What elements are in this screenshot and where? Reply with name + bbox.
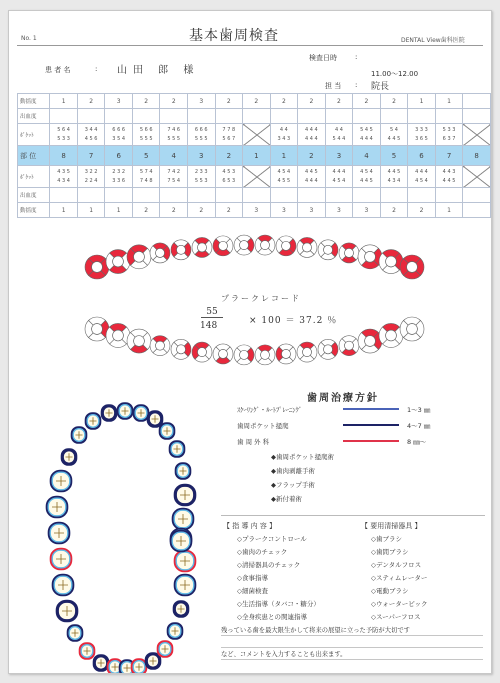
tool-item: ◇歯ブラシ [371,535,402,543]
plaque-denominator: 148 [200,321,218,331]
arch-tooth [51,549,71,569]
exam-datetime-label: 検査日時 [309,54,337,62]
row-label-upper-mobility: 動揺度 [18,94,50,109]
arch-tooth [168,624,182,639]
guidance-item: ◇清掃器具のチェック [237,561,301,569]
legend-curettage-value: 4～7 ㎜ [407,422,431,430]
pocket-depth-inner: 5 5 3 [194,177,208,184]
pocket-depth-outer: 3 4 4 [84,126,98,133]
exam-separator: : [355,53,358,61]
pocket-depth-inner: 5 4 4 [332,135,346,142]
pocket-depth-outer: 5 6 4 [57,126,70,133]
pocket-depth-outer: 4 4 [279,126,288,133]
arch-tooth [47,497,67,517]
pocket-depth-outer: 5 4 [390,126,398,133]
comment-line-1: 残っている歯を最大限生かして将来の展望に立った予防が大切です [221,627,410,634]
treatment-policy-title: 歯周治療方針 [307,393,379,404]
legend-srp-label: ｽｹｰﾘﾝｸﾞ・ﾙｰﾄﾌﾟﾚｰﾆﾝｸﾞ [237,406,302,414]
mobility-cell: 2 [270,94,298,109]
arch-tooth [146,654,160,669]
site-cell: 4 [353,146,381,166]
arch-tooth [160,424,174,439]
guidance-item: ◇生活指導（タバコ・糖分） [237,600,320,608]
site-cell: 7 [77,146,105,166]
pocket-depth-inner: 4 4 5 [442,177,456,184]
row-label-upper-pocket: ﾎﾟｹｯﾄ [18,124,50,146]
mobility-cell: 3 [270,203,298,218]
site-cell: 3 [188,146,216,166]
pocket-depth-outer: 4 4 [334,126,343,133]
plaque-formula: × 100 ＝ 37.2 ％ [249,316,338,326]
note-rule [221,647,483,648]
mobility-cell: 2 [77,94,105,109]
patient-label: 患 者 名 [45,66,71,74]
pocket-depth-inner: 5 5 5 [194,135,208,142]
procedure-item: ◆歯肉剥離手術 [271,467,315,475]
site-cell: 5 [380,146,408,166]
pocket-depth-outer: 4 5 4 [360,168,373,175]
mobility-cell: 2 [132,203,160,218]
mobility-cell: 2 [160,94,188,109]
arch-tooth [49,523,69,543]
exam-time: 11.00～12.00 [371,70,419,78]
legend-surgery-value: 8 ㎜～ [407,438,427,446]
plaque-numerator: 55 [206,307,218,317]
arch-tooth [62,450,76,465]
patient-separator: : [95,65,98,73]
pocket-depth-inner: 3 3 6 [112,177,126,184]
pocket-depth-outer: 7 4 6 [167,126,181,133]
mobility-cell: 2 [380,203,408,218]
pocket-depth-outer: 4 4 3 [442,168,456,175]
procedure-item: ◆フラップ手術 [271,481,315,489]
site-cell: 8 [50,146,78,166]
row-label-upper-bleeding: 出血度 [18,109,50,124]
arch-tooth [132,660,146,674]
mobility-cell: 1 [50,203,78,218]
pocket-depth-outer: 3 2 2 [84,168,98,175]
site-cell: 6 [105,146,133,166]
pocket-depth-inner: 4 4 4 [305,177,318,184]
clinic-name: DENTAL View歯科医院 [401,37,465,44]
arch-tooth [57,601,77,621]
arch-tooth [170,442,184,457]
tool-item: ◇スーパーフロス [371,613,421,621]
guidance-title: 【 指 導 内 容 】 [223,522,277,530]
pocket-depth-outer: 5 6 6 [139,126,153,133]
mobility-cell: 3 [325,203,353,218]
procedure-item: ◆新付着術 [271,495,302,503]
page-number: No. 1 [21,35,37,42]
site-cell: 5 [132,146,160,166]
pocket-depth-inner: 4 5 5 [277,177,291,184]
site-cell: 3 [325,146,353,166]
arch-tooth [175,551,195,571]
pocket-depth-inner: 5 3 3 [57,135,70,142]
arch-tooth [118,404,132,419]
legend-curettage-line [343,424,399,426]
guidance-item: ◇食事指導 [237,574,268,582]
mobility-cell: 1 [50,94,78,109]
tool-item: ◇歯間ブラシ [371,548,409,556]
pocket-depth-outer: 4 4 5 [387,168,401,175]
pocket-depth-inner: 7 5 4 [167,177,181,184]
mobility-cell: 1 [77,203,105,218]
pocket-depth-outer: 6 6 6 [194,126,208,133]
pocket-depth-outer: 4 4 5 [305,168,318,175]
site-cell: 2 [298,146,326,166]
arch-tooth [80,644,94,659]
pocket-depth-outer: 4 3 5 [57,168,70,175]
pocket-depth-outer: 5 4 5 [360,126,373,133]
arch-tooth [148,412,162,427]
row-label-lower-pocket: ﾎﾟｹｯﾄ [18,166,50,188]
mobility-cell: 2 [160,203,188,218]
pocket-depth-outer: 3 3 3 [415,126,428,133]
pocket-depth-outer: 4 4 4 [305,126,318,133]
tools-title: 【 要用清掃器具 】 [361,522,422,530]
pocket-depth-outer: 2 3 3 [194,168,208,175]
site-cell: 6 [408,146,436,166]
examination-sheet [8,10,492,674]
arch-tooth [175,485,195,505]
mobility-cell: 2 [132,94,160,109]
pocket-depth-outer: 4 4 4 [332,168,346,175]
note-rule [221,635,483,636]
arch-tooth [51,471,71,491]
mobility-cell: 1 [408,94,436,109]
arch-tooth [176,464,190,479]
mobility-cell: 1 [435,203,463,218]
staff-label: 担 当 [325,82,342,90]
pocket-depth-inner: 6 3 7 [442,135,456,142]
pocket-depth-inner: 3 6 5 [415,135,428,142]
mobility-cell: 3 [105,94,133,109]
mobility-cell: 2 [215,203,243,218]
pocket-depth-inner: 4 3 4 [387,177,401,184]
plaque-record-title: プラークレコード [221,294,301,303]
pocket-depth-outer: 7 4 2 [167,168,181,175]
pocket-depth-outer: 4 4 4 [415,168,428,175]
procedure-item: ◆歯周ポケット掻爬術 [271,453,335,461]
pocket-depth-inner: 6 5 3 [222,177,236,184]
document-title: 基本歯周検査 [189,28,279,44]
comment-line-2: など、コメントを入力することも出来ます。 [221,651,347,658]
row-label-lower-bleeding: 出血度 [18,188,50,203]
arch-tooth [53,575,73,595]
note-rule [221,659,483,660]
guidance-item: ◇全身疾患との関連指導 [237,613,307,621]
pocket-depth-inner: 2 2 4 [84,177,98,184]
site-cell: 1 [270,146,298,166]
pocket-depth-inner: 4 3 4 [57,177,70,184]
tool-item: ◇ウォーターピック [371,600,428,608]
site-cell: 2 [215,146,243,166]
guidance-item: ◇プラークコントロール [237,535,307,543]
mobility-cell: 2 [408,203,436,218]
mobility-cell: 3 [188,94,216,109]
pocket-depth-inner: 4 5 4 [332,177,346,184]
pocket-depth-inner: 5 5 5 [167,135,181,142]
mobility-cell: 1 [105,203,133,218]
pocket-depth-outer: 4 5 4 [277,168,291,175]
arch-tooth [86,414,100,429]
arch-tooth [171,531,191,551]
mobility-cell: 2 [298,94,326,109]
arch-tooth [72,428,86,443]
row-label-site: 部 位 [18,146,50,166]
mobility-cell: 3 [298,203,326,218]
legend-srp-line [343,408,399,410]
arch-tooth [94,656,108,671]
staff-name: 院長 [371,82,390,92]
arch-tooth [174,602,188,617]
mobility-cell: 3 [243,203,271,218]
patient-name: 山田 郎 様 [117,65,200,76]
mobility-cell: 2 [215,94,243,109]
row-label-lower-mobility: 動揺度 [18,203,50,218]
legend-curettage-label: 歯周ポケット掻爬 [237,422,289,430]
legend-srp-value: 1～3 ㎜ [407,406,431,414]
tool-item: ◇電動ブラシ [371,587,409,595]
pocket-depth-outer: 4 5 3 [222,168,236,175]
pocket-depth-inner: 3 4 3 [277,135,291,142]
tool-item: ◇スティムレーター [371,574,428,582]
mobility-cell: 2 [380,94,408,109]
arch-tooth [102,406,116,421]
pocket-depth-inner: 7 4 8 [139,177,153,184]
arch-tooth [175,575,195,595]
site-cell: 1 [243,146,271,166]
mobility-cell: 1 [435,94,463,109]
arch-tooth [173,509,193,529]
mobility-cell: 3 [353,203,381,218]
pocket-depth-outer: 7 7 8 [222,126,236,133]
guidance-item: ◇細菌検査 [237,587,268,595]
guidance-item: ◇歯肉のチェック [237,548,288,556]
mobility-cell: 2 [188,203,216,218]
pocket-depth-inner: 3 5 4 [112,135,126,142]
staff-separator: : [355,81,358,89]
pocket-depth-inner: 5 6 7 [222,135,236,142]
pocket-depth-inner: 5 5 5 [139,135,153,142]
arch-tooth [134,406,148,421]
pocket-depth-outer: 5 3 3 [442,126,456,133]
pocket-depth-inner: 4 4 4 [305,135,318,142]
pocket-depth-inner: 4 4 5 [387,135,401,142]
legend-surgery-line [343,440,399,442]
pocket-depth-outer: 2 3 2 [112,168,126,175]
tool-item: ◇デンタルフロス [371,561,422,569]
mobility-cell: 2 [243,94,271,109]
pocket-depth-inner: 4 4 5 [360,177,373,184]
arch-tooth [68,626,82,641]
pocket-depth-inner: 4 4 4 [360,135,373,142]
pocket-depth-inner: 4 5 6 [84,135,98,142]
site-cell: 7 [435,146,463,166]
mobility-cell: 2 [353,94,381,109]
legend-surgery-label: 歯 周 外 科 [237,438,270,446]
pocket-depth-outer: 5 7 4 [139,168,153,175]
mobility-cell: 2 [325,94,353,109]
site-cell: 8 [463,146,491,166]
arch-tooth [158,642,172,657]
pocket-depth-outer: 6 6 6 [112,126,126,133]
site-cell: 4 [160,146,188,166]
pocket-depth-inner: 4 5 4 [415,177,428,184]
